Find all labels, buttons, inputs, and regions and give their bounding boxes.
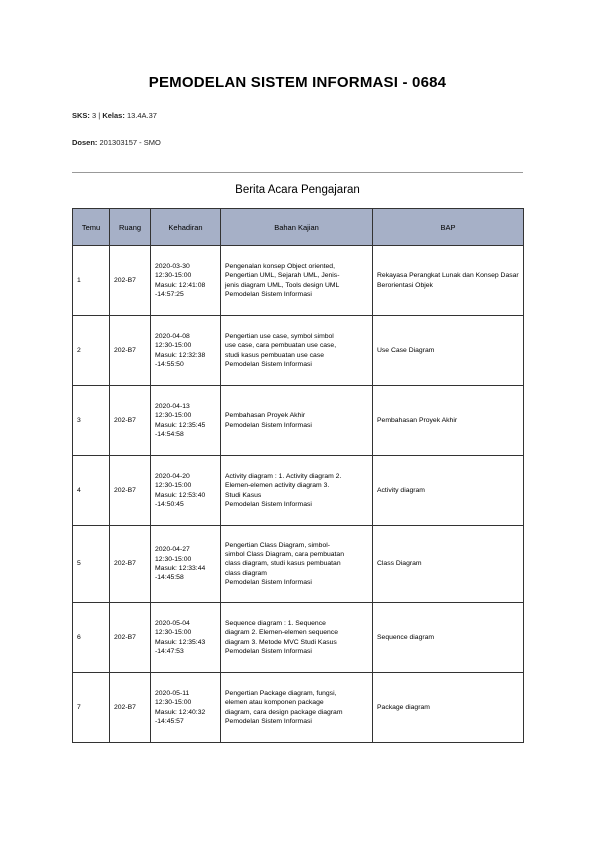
lecturer-info bbox=[72, 138, 161, 147]
cell-temu: 3 bbox=[73, 386, 110, 456]
cell-bahan-kajian bbox=[221, 456, 373, 526]
course-info bbox=[72, 111, 157, 120]
bahan-line: Pembahasan Proyek Akhir bbox=[225, 412, 306, 420]
cell-temu: 7 bbox=[73, 673, 110, 743]
table-header-row bbox=[73, 209, 524, 246]
teaching-record-table bbox=[72, 208, 524, 743]
kehadiran-date: 2020-04-27 bbox=[155, 546, 190, 554]
bahan-line: use case, cara pembuatan use case, bbox=[225, 342, 337, 350]
bahan-line: jenis diagram UML, Tools design UML bbox=[225, 281, 340, 289]
separator: | bbox=[98, 111, 101, 120]
kehadiran-masuk: Masuk: 12:40:32 bbox=[155, 708, 206, 716]
bahan-line: Elemen-elemen activity diagram 3. bbox=[225, 482, 330, 490]
bahan-line: Activity diagram : 1. Activity diagram 2. bbox=[225, 472, 342, 480]
dosen-value: 201303157 - SMO bbox=[99, 138, 161, 147]
kehadiran-keluar: -14:45:58 bbox=[155, 574, 184, 582]
cell-temu: 1 bbox=[73, 246, 110, 316]
cell-bap: Use Case Diagram bbox=[373, 316, 524, 386]
kehadiran-masuk: Masuk: 12:53:40 bbox=[155, 491, 206, 499]
kehadiran-masuk: Masuk: 12:32:38 bbox=[155, 351, 206, 359]
cell-kehadiran bbox=[151, 673, 221, 743]
bahan-line: Pemodelan Sistem Informasi bbox=[225, 578, 312, 586]
kehadiran-date: 2020-04-08 bbox=[155, 332, 190, 340]
bahan-line: Pemodelan Sistem Informasi bbox=[225, 421, 312, 429]
cell-kehadiran bbox=[151, 316, 221, 386]
table-row bbox=[73, 386, 524, 456]
cell-ruang: 202-B7 bbox=[110, 386, 151, 456]
cell-bap: Sequence diagram bbox=[373, 603, 524, 673]
cell-bahan-kajian bbox=[221, 316, 373, 386]
kelas-value: 13.4A.37 bbox=[126, 111, 157, 120]
bahan-line: Pengertian Package diagram, fungsi, bbox=[225, 689, 337, 697]
cell-kehadiran bbox=[151, 246, 221, 316]
cell-bap: Package diagram bbox=[373, 673, 524, 743]
table-row bbox=[73, 316, 524, 386]
bahan-line: Pemodelan Sistem Informasi bbox=[225, 500, 312, 508]
bahan-line: Pemodelan Sistem Informasi bbox=[225, 290, 312, 298]
bahan-line: Studi Kasus bbox=[225, 491, 262, 499]
kehadiran-masuk: Masuk: 12:41:08 bbox=[155, 281, 206, 289]
kehadiran-time: 12:30-15:00 bbox=[155, 482, 192, 490]
table-row bbox=[73, 673, 524, 743]
cell-kehadiran bbox=[151, 386, 221, 456]
header-bahan-kajian: Bahan Kajian bbox=[221, 209, 373, 246]
cell-ruang: 202-B7 bbox=[110, 456, 151, 526]
bahan-line: Sequence diagram : 1. Sequence bbox=[225, 619, 326, 627]
section-title: Berita Acara Pengajaran bbox=[235, 184, 360, 196]
bahan-line: Pemodelan Sistem Informasi bbox=[225, 360, 312, 368]
cell-ruang: 202-B7 bbox=[110, 673, 151, 743]
kehadiran-time: 12:30-15:00 bbox=[155, 629, 192, 637]
bahan-line: Pengertian Class Diagram, simbol- bbox=[225, 541, 331, 549]
divider bbox=[72, 172, 523, 173]
kehadiran-keluar: -14:57:25 bbox=[155, 290, 184, 298]
bahan-line: class diagram bbox=[225, 569, 267, 577]
cell-bap: Class Diagram bbox=[373, 526, 524, 603]
kehadiran-date: 2020-04-20 bbox=[155, 472, 190, 480]
table-row bbox=[73, 603, 524, 673]
kehadiran-date: 2020-04-13 bbox=[155, 402, 190, 410]
cell-temu: 6 bbox=[73, 603, 110, 673]
kehadiran-keluar: -14:55:50 bbox=[155, 360, 184, 368]
bahan-line: diagram 3. Metode MVC Studi Kasus bbox=[225, 638, 337, 646]
cell-bap: Rekayasa Perangkat Lunak dan Konsep Dasar Berorientasi Objek bbox=[373, 246, 524, 316]
bahan-line: Pemodelan Sistem Informasi bbox=[225, 647, 312, 655]
kehadiran-time: 12:30-15:00 bbox=[155, 555, 192, 563]
cell-bahan-kajian bbox=[221, 673, 373, 743]
bahan-line: simbol Class Diagram, cara pembuatan bbox=[225, 551, 344, 559]
cell-bahan-kajian bbox=[221, 526, 373, 603]
kehadiran-keluar: -14:45:57 bbox=[155, 717, 184, 725]
bahan-line: diagram, cara design package diagram bbox=[225, 708, 343, 716]
bahan-line: Pengenalan konsep Object oriented, bbox=[225, 262, 335, 270]
page-title: PEMODELAN SISTEM INFORMASI - 0684 bbox=[148, 74, 447, 91]
cell-bahan-kajian bbox=[221, 603, 373, 673]
kehadiran-keluar: -14:54:58 bbox=[155, 430, 184, 438]
header-temu: Temu bbox=[73, 209, 110, 246]
kehadiran-masuk: Masuk: 12:33:44 bbox=[155, 565, 206, 572]
header-ruang: Ruang bbox=[110, 209, 151, 246]
cell-ruang: 202-B7 bbox=[110, 246, 151, 316]
kehadiran-date: 2020-05-04 bbox=[155, 619, 190, 627]
table-row bbox=[73, 526, 524, 603]
cell-bap: Pembahasan Proyek Akhir bbox=[373, 386, 524, 456]
cell-bahan-kajian bbox=[221, 246, 373, 316]
bahan-line: diagram 2. Elemen-elemen sequence bbox=[225, 629, 338, 637]
bahan-line: studi kasus pembuatan use case bbox=[225, 351, 324, 359]
cell-kehadiran bbox=[151, 603, 221, 673]
cell-temu: 5 bbox=[73, 526, 110, 603]
cell-ruang: 202-B7 bbox=[110, 603, 151, 673]
kehadiran-date: 2020-05-11 bbox=[155, 689, 190, 697]
kehadiran-time: 12:30-15:00 bbox=[155, 412, 192, 420]
table-row bbox=[73, 246, 524, 316]
kehadiran-date: 2020-03-30 bbox=[155, 262, 190, 270]
kehadiran-keluar: -14:47:53 bbox=[155, 647, 184, 655]
kehadiran-masuk: Masuk: 12:35:43 bbox=[155, 638, 206, 646]
kehadiran-time: 12:30-15:00 bbox=[155, 699, 192, 707]
bahan-line: class diagram, studi kasus pembuatan bbox=[225, 560, 341, 568]
cell-ruang: 202-B7 bbox=[110, 526, 151, 603]
kehadiran-time: 12:30-15:00 bbox=[155, 272, 192, 280]
dosen-label: Dosen: bbox=[72, 138, 98, 147]
kehadiran-keluar: -14:50:45 bbox=[155, 500, 184, 508]
kelas-label: Kelas: bbox=[102, 111, 125, 120]
bahan-line: Pengertian use case, symbol simbol bbox=[225, 332, 334, 340]
cell-bap: Activity diagram bbox=[373, 456, 524, 526]
table-row bbox=[73, 456, 524, 526]
bahan-line: Pengertian UML, Sejarah UML, Jenis- bbox=[225, 272, 340, 280]
sks-label: SKS: bbox=[72, 111, 90, 120]
cell-temu: 4 bbox=[73, 456, 110, 526]
cell-kehadiran bbox=[151, 456, 221, 526]
header-bap: BAP bbox=[373, 209, 524, 246]
cell-kehadiran bbox=[151, 526, 221, 603]
kehadiran-masuk: Masuk: 12:35:45 bbox=[155, 421, 206, 429]
sks-value: 3 bbox=[92, 111, 97, 120]
bahan-line: elemen atau komponen package bbox=[225, 699, 324, 707]
cell-temu: 2 bbox=[73, 316, 110, 386]
cell-bahan-kajian bbox=[221, 386, 373, 456]
cell-ruang: 202-B7 bbox=[110, 316, 151, 386]
kehadiran-time: 12:30-15:00 bbox=[155, 342, 192, 350]
header-kehadiran: Kehadiran bbox=[151, 209, 221, 246]
bahan-line: Pemodelan Sistem Informasi bbox=[225, 717, 312, 725]
